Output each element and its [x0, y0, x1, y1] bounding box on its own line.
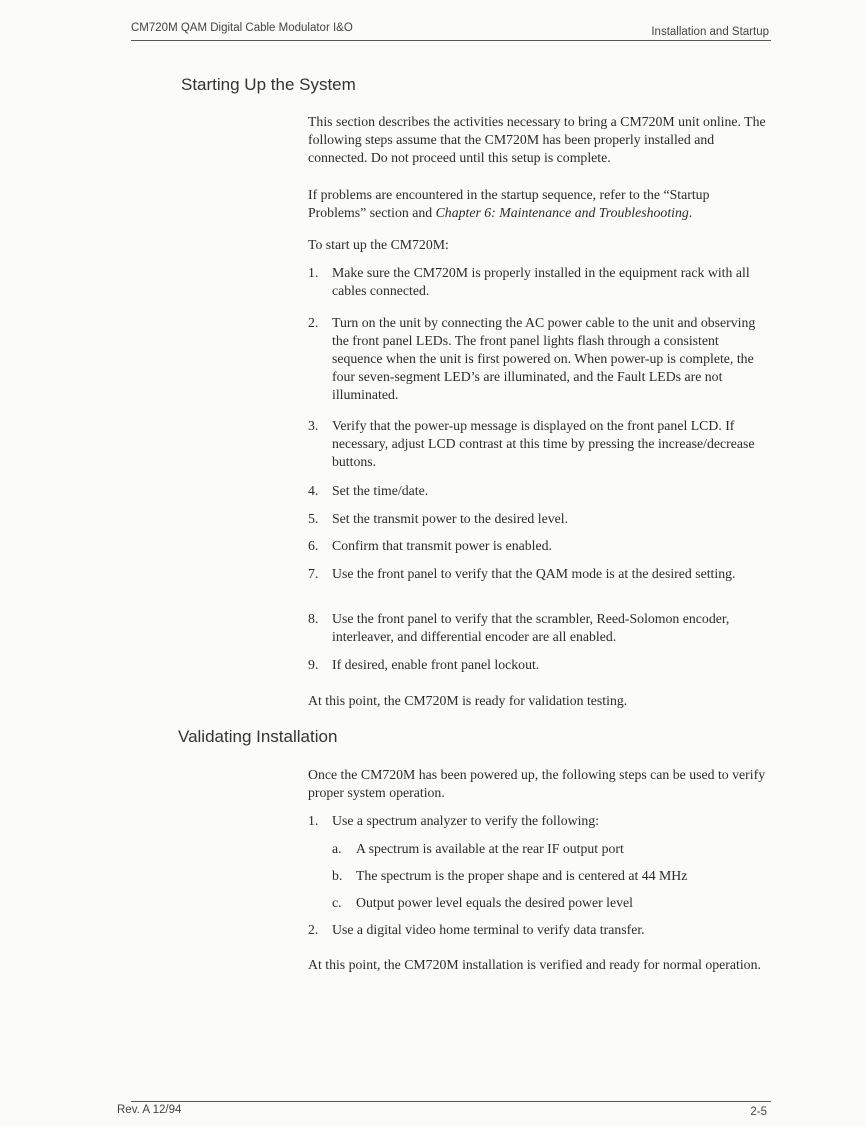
startup-step	[308, 264, 768, 300]
revision-label: Rev. A 12/94	[117, 1104, 182, 1116]
startup-step	[308, 610, 768, 646]
step-number: 7.	[308, 566, 319, 581]
step-text: Make sure the CM720M is properly installed in the equipment rack with all cables connected.	[332, 265, 750, 298]
step-number: 8.	[308, 611, 319, 626]
validating-substep	[332, 894, 762, 912]
startup-step	[308, 565, 768, 583]
step-text: Use a digital video home terminal to verify data transfer.	[332, 922, 645, 937]
footer-rule	[131, 1101, 771, 1102]
substep-text: Output power level equals the desired power level	[356, 895, 633, 910]
validating-step	[308, 812, 768, 830]
startup-step	[308, 417, 768, 471]
step-number: 6.	[308, 538, 319, 553]
step-number: 2.	[308, 315, 319, 330]
problems-text-post: .	[688, 205, 693, 220]
substep-letter: c.	[332, 895, 342, 910]
startup-step	[308, 482, 768, 500]
step-number: 1.	[308, 265, 319, 280]
startup-lead-line: To start up the CM720M:	[308, 237, 449, 252]
step-text: Verify that the power-up message is displayed on the front panel LCD. If necessary, adjust LCD contrast at this time by pressing the increase/decrease buttons.	[332, 418, 755, 469]
problems-text-pre: If problems are encountered in the startup sequence, refer to the “Startup Problems” section and	[308, 187, 710, 220]
startup-intro-paragraph: This section describes the activities necessary to bring a CM720M unit online. The following steps assume that the CM720M has been properly installed and connected. Do not proceed until this setup is complete.	[308, 114, 766, 165]
step-text: Use the front panel to verify that the scrambler, Reed-Solomon encoder, interleaver, and differential encoder are all enabled.	[332, 611, 730, 644]
header-rule	[131, 40, 771, 41]
validating-closing-paragraph: At this point, the CM720M installation is verified and ready for normal operation.	[308, 957, 761, 972]
substep-letter: a.	[332, 841, 342, 856]
substep-letter: b.	[332, 868, 343, 883]
startup-step	[308, 314, 768, 404]
step-text: If desired, enable front panel lockout.	[332, 657, 540, 672]
validating-substep	[332, 867, 762, 885]
running-header-title: CM720M QAM Digital Cable Modulator I&O	[131, 22, 353, 34]
chapter-reference: Chapter 6: Maintenance and Troubleshooting	[435, 205, 689, 220]
step-number: 5.	[308, 511, 319, 526]
validating-intro-paragraph: Once the CM720M has been powered up, the following steps can be used to verify proper system operation.	[308, 767, 766, 800]
step-number: 1.	[308, 813, 319, 828]
step-text: Set the transmit power to the desired level.	[332, 511, 569, 526]
step-text: Use a spectrum analyzer to verify the following:	[332, 813, 600, 828]
step-text: Use the front panel to verify that the QAM mode is at the desired setting.	[332, 566, 736, 581]
substep-text: A spectrum is available at the rear IF output port	[356, 841, 624, 856]
validating-step	[308, 921, 768, 939]
running-header-section: Installation and Startup	[651, 26, 769, 38]
step-number: 2.	[308, 922, 319, 937]
startup-step	[308, 537, 768, 555]
startup-step	[308, 510, 768, 528]
page-number: 2-5	[750, 1106, 767, 1118]
step-text: Confirm that transmit power is enabled.	[332, 538, 552, 553]
startup-problems-paragraph	[308, 186, 768, 222]
step-text: Turn on the unit by connecting the AC power cable to the unit and observing the front panel LEDs. The front panel lights flash through a consistent sequence when the unit is first powered on. When power-up is complete, the four seven-segment LED’s are illuminated, and the Fault LEDs are not illuminated.	[332, 315, 756, 402]
step-text: Set the time/date.	[332, 483, 429, 498]
step-number: 4.	[308, 483, 319, 498]
section-heading-validating: Validating Installation	[178, 727, 338, 746]
startup-closing-line: At this point, the CM720M is ready for validation testing.	[308, 693, 628, 708]
section-heading-startup: Starting Up the System	[181, 75, 356, 94]
startup-step	[308, 656, 768, 674]
validating-substep	[332, 840, 762, 858]
step-number: 9.	[308, 657, 319, 672]
step-number: 3.	[308, 418, 319, 433]
substep-text: The spectrum is the proper shape and is centered at 44 MHz	[356, 868, 688, 883]
